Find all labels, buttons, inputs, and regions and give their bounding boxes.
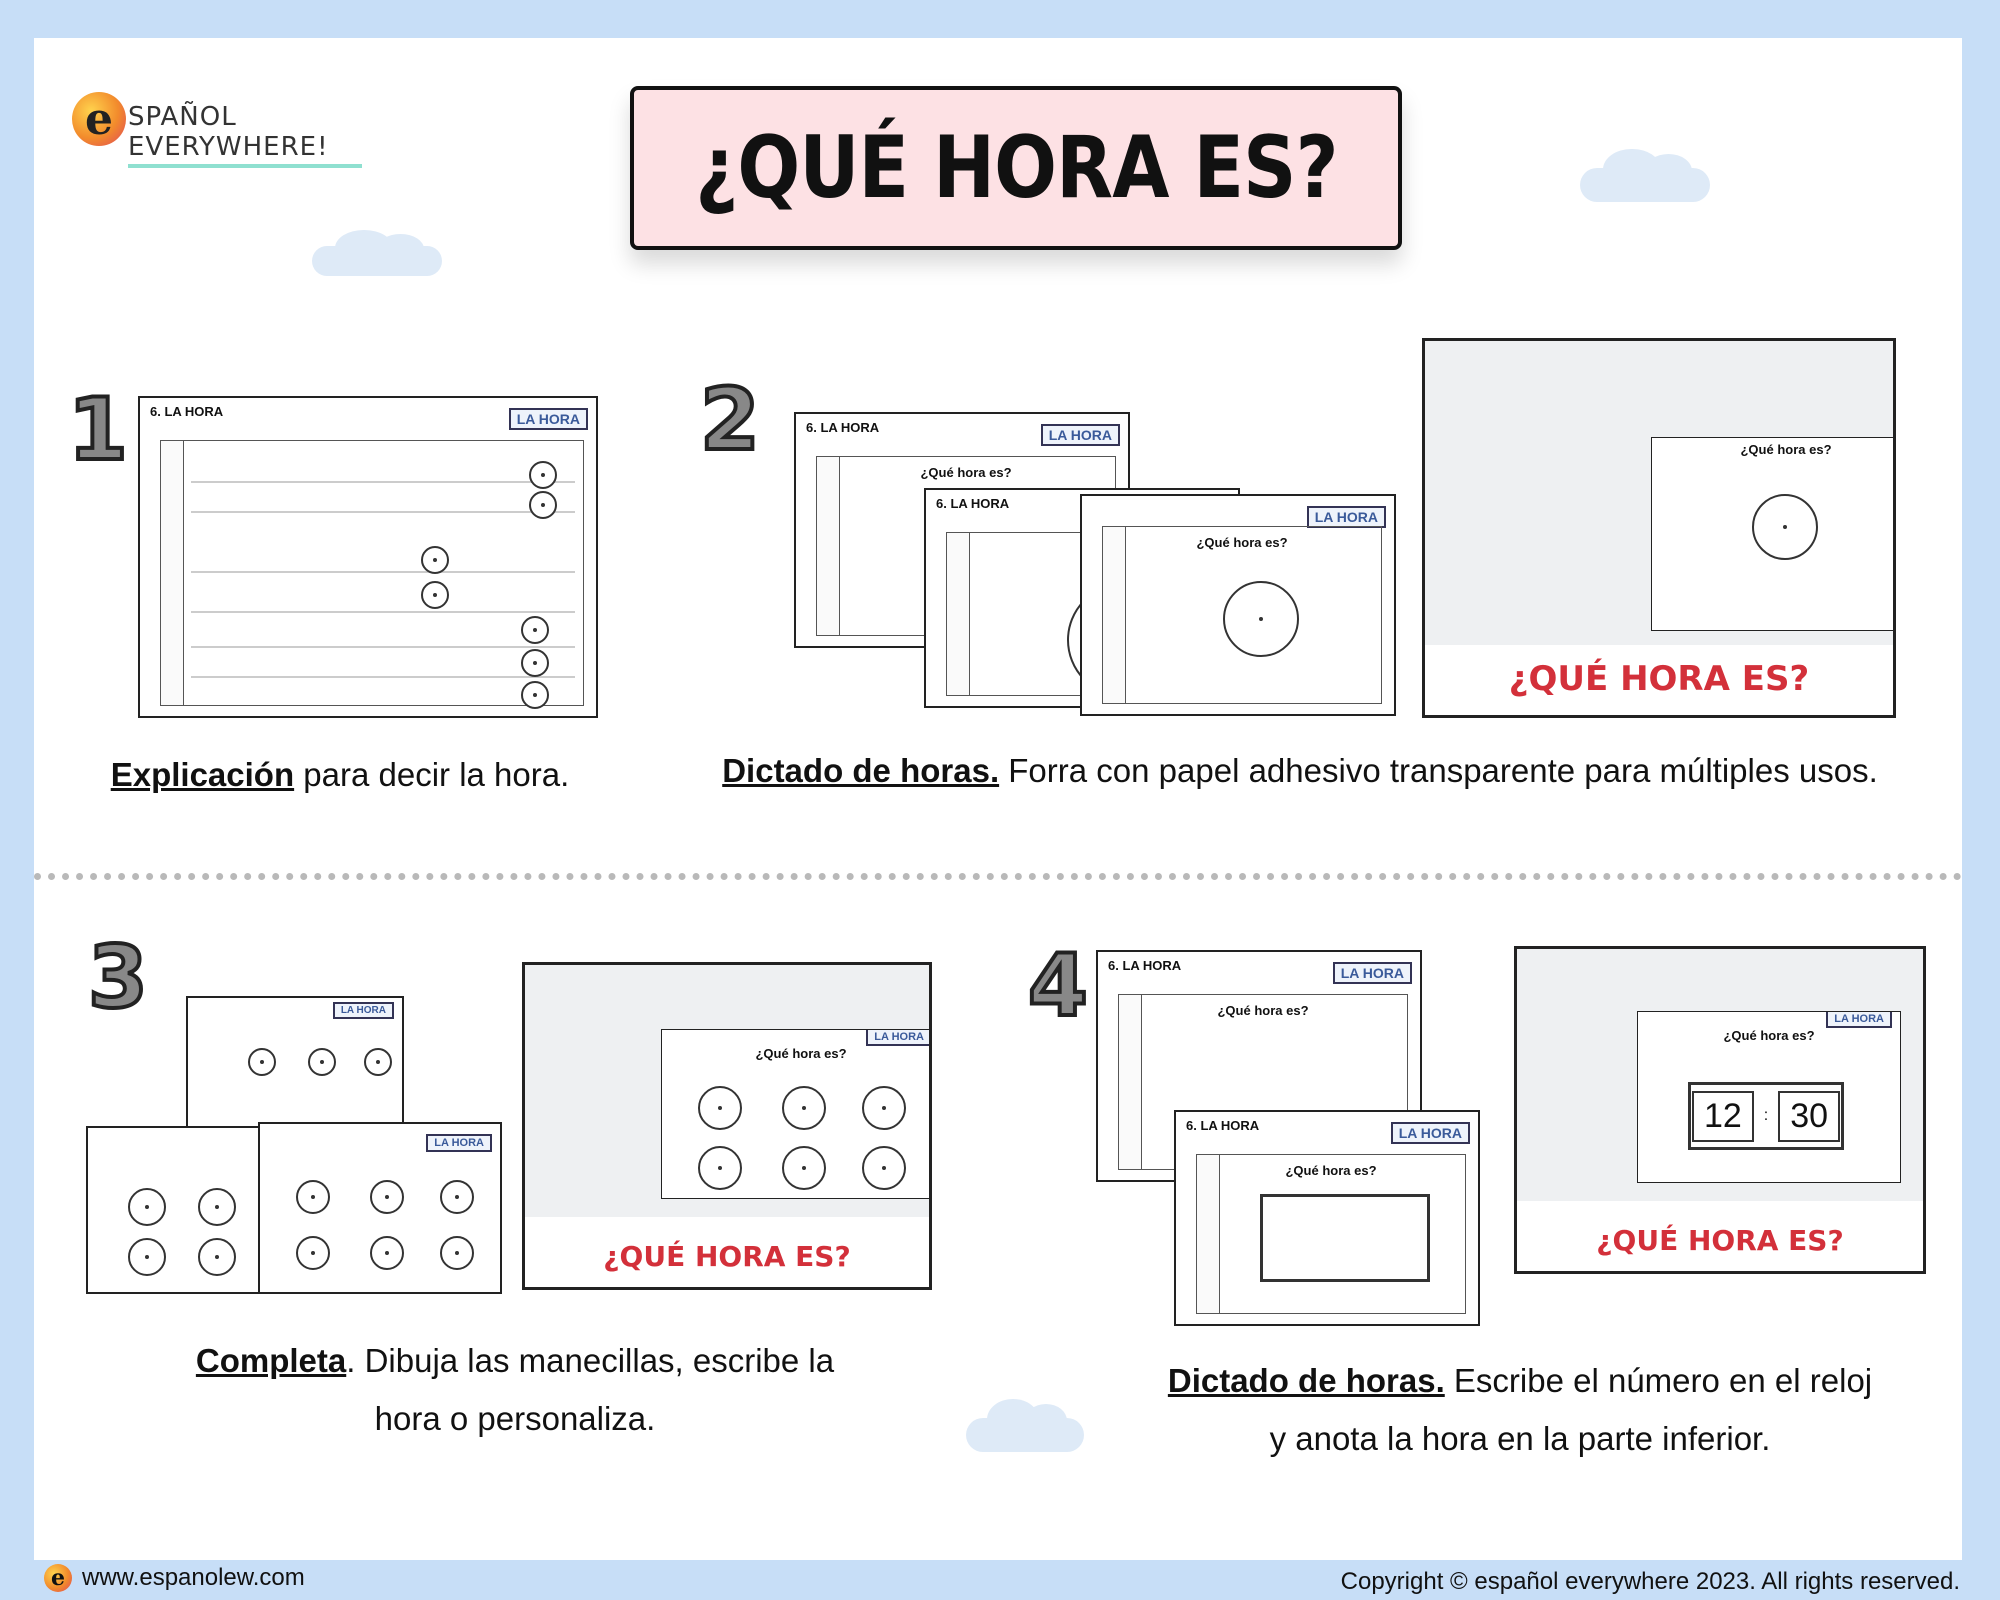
worksheet-dictado-2: 6. LA HORA xyxy=(924,488,1240,708)
clock-icon xyxy=(198,1238,236,1276)
clock-icon xyxy=(521,649,549,677)
clock-icon xyxy=(521,681,549,709)
clock-icon xyxy=(1223,581,1299,657)
photo-digital: LA HORA ¿Qué hora es? 12 : 30 ¿QUÉ HORA ES? xyxy=(1514,946,1926,1274)
step-caption-3: Completa. Dibuja las manecillas, escribe la hora o personaliza. xyxy=(195,1342,835,1437)
clock-icon xyxy=(440,1180,474,1214)
clock-icon xyxy=(421,581,449,609)
clock-icon xyxy=(862,1086,906,1130)
worksheet-completa-3: LA HORA xyxy=(258,1122,502,1294)
clock-icon xyxy=(296,1236,330,1270)
step-number-3: 3 xyxy=(88,928,148,1028)
clock-icon xyxy=(248,1048,276,1076)
cloud-decoration xyxy=(966,1418,1084,1452)
clock-icon xyxy=(370,1236,404,1270)
clock-icon xyxy=(698,1146,742,1190)
logo-mini-icon: e xyxy=(44,1564,72,1592)
section-divider xyxy=(34,873,1962,880)
clock-icon xyxy=(782,1086,826,1130)
page-title: ¿QUÉ HORA ES? xyxy=(694,118,1338,218)
digital-clock-frame xyxy=(1260,1194,1430,1282)
logo-mark: e xyxy=(72,92,126,146)
worksheet-completa-2 xyxy=(86,1126,272,1294)
photo-dictado: ¿Qué hora es? ¿QUÉ HORA ES? xyxy=(1422,338,1896,718)
clock-icon xyxy=(529,461,557,489)
worksheet-dictado-3: LA HORA ¿Qué hora es? xyxy=(1080,494,1396,716)
step-caption-2: Dictado de horas. Forra con papel adhesivo transparente para múltiples usos. xyxy=(722,752,1878,789)
clock-icon xyxy=(862,1146,906,1190)
clock-icon xyxy=(782,1146,826,1190)
digital-minutes: 30 xyxy=(1778,1091,1840,1142)
step-caption-1: Explicación para decir la hora. xyxy=(110,756,570,793)
clock-icon xyxy=(421,546,449,574)
title-banner xyxy=(630,86,1402,250)
worksheet-digital-2: 6. LA HORA LA HORA ¿Qué hora es? xyxy=(1174,1110,1480,1326)
cloud-decoration xyxy=(312,246,442,276)
clock-icon xyxy=(198,1188,236,1226)
clock-icon xyxy=(529,491,557,519)
digital-clock: 12 : 30 xyxy=(1688,1082,1844,1150)
step-number-2: 2 xyxy=(700,370,760,470)
step-caption-4: Dictado de horas. Escribe el número en el reloj y anota la hora en la parte inferior. xyxy=(1167,1362,1873,1457)
digital-hours: 12 xyxy=(1692,1091,1754,1142)
worksheet-dictado-1: 6. LA HORA LA HORA ¿Qué hora es? xyxy=(794,412,1130,648)
step-number-1: 1 xyxy=(68,380,128,480)
website-link[interactable]: www.espanolew.com xyxy=(82,1564,305,1591)
clock-icon xyxy=(370,1180,404,1214)
clock-icon xyxy=(128,1238,166,1276)
cloud-decoration xyxy=(1580,168,1710,202)
clock-icon xyxy=(308,1048,336,1076)
brand-logo xyxy=(72,88,362,162)
photo-completa: LA HORA ¿Qué hora es? ¿QUÉ HORA ES? xyxy=(522,962,932,1290)
worksheet-digital-1: 6. LA HORA LA HORA ¿Qué hora es? xyxy=(1096,950,1422,1182)
footer-website xyxy=(44,1564,305,1592)
clock-icon xyxy=(1752,494,1818,560)
step-number-4: 4 xyxy=(1028,936,1088,1036)
worksheet-explicacion: 6. LA HORA LA HORA xyxy=(138,396,598,718)
clock-icon xyxy=(698,1086,742,1130)
clock-icon xyxy=(364,1048,392,1076)
clock-icon xyxy=(128,1188,166,1226)
worksheet-tag: LA HORA xyxy=(509,408,588,430)
clock-icon xyxy=(521,616,549,644)
worksheet-completa-1: LA HORA xyxy=(186,996,404,1136)
logo-text: SPAÑOL EVERYWHERE! xyxy=(128,102,362,168)
clock-icon xyxy=(440,1236,474,1270)
clock-icon xyxy=(296,1180,330,1214)
footer-copyright: Copyright © español everywhere 2023. All rights reserved. xyxy=(1340,1568,1960,1595)
